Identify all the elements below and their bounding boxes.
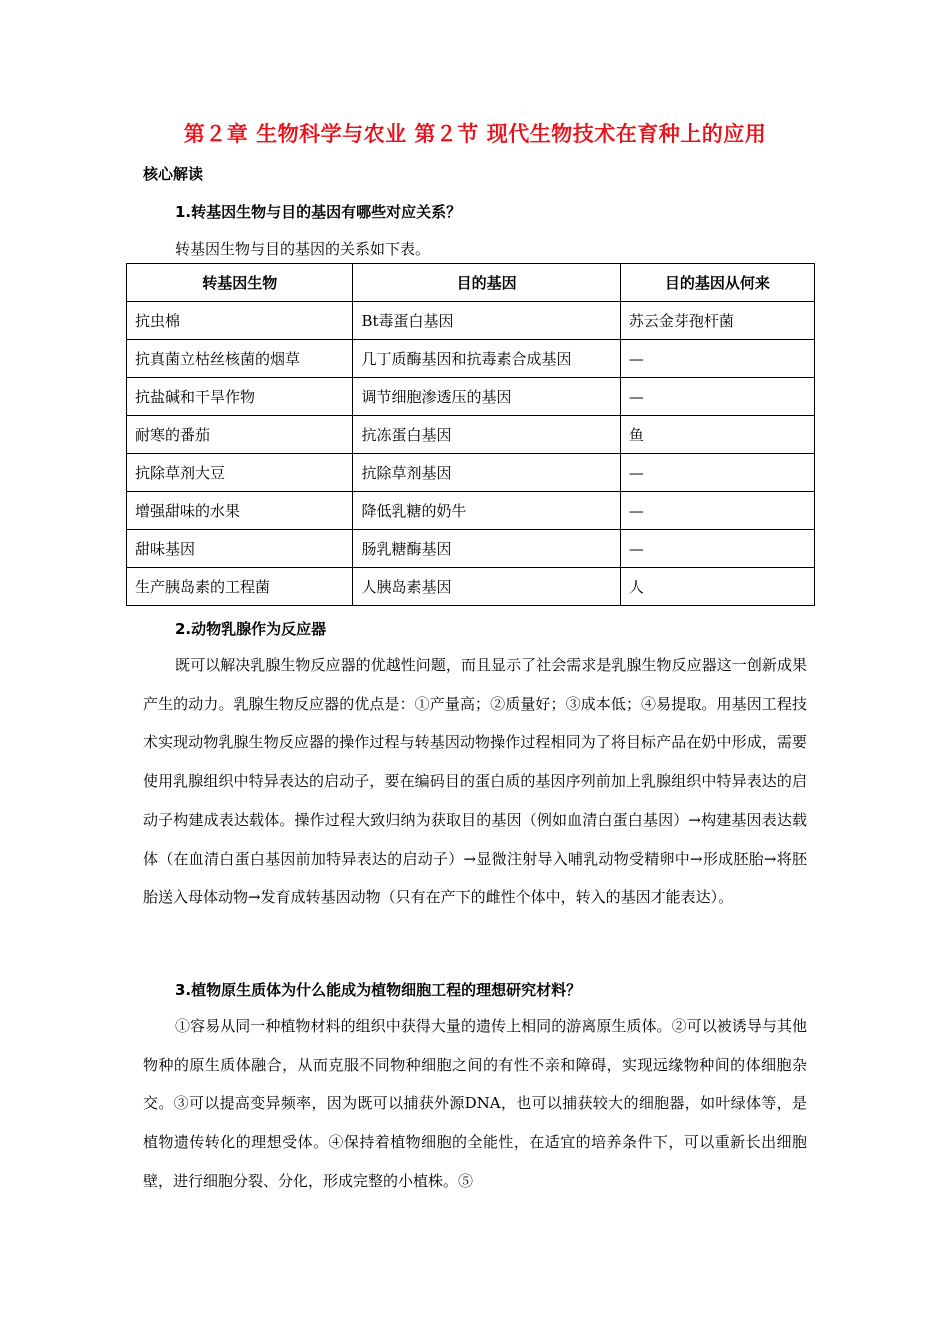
table-cell: 生产胰岛素的工程菌: [127, 568, 353, 606]
table-row: [127, 568, 815, 606]
question-3-text: ①容易从同一种植物材料的组织中获得大量的遗传上相同的游离原生质体。②可以被诱导与其他物种的原生质体融合，从而克服不同物种细胞之间的有性不亲和障碍，实现远缘物种间的体细胞杂交。③可以提高变异频率，因为既可以捕获外源DNA，也可以捕获较大的细胞器，如叶绿体等，是植物遗传转化的理想受体。④保持着植物细胞的全能性，在适宜的培养条件下，可以重新长出细胞壁，进行细胞分裂、分化，形成完整的小植株。⑤: [143, 1017, 807, 1190]
table-header-cell: 转基因生物: [127, 264, 353, 302]
table-cell: —: [620, 340, 814, 378]
table-cell: 降低乳糖的奶牛: [353, 492, 620, 530]
question-3-heading: 3.植物原生质体为什么能成为植物细胞工程的理想研究材料？: [175, 981, 582, 999]
table-cell: 几丁质酶基因和抗毒素合成基因: [353, 340, 620, 378]
table-row: [127, 378, 815, 416]
question-3-body: [143, 1007, 807, 1201]
table-cell: 抗除草剂基因: [353, 454, 620, 492]
table-cell: 抗盐碱和干旱作物: [127, 378, 353, 416]
question-2-body: [143, 646, 807, 917]
gene-table: [126, 263, 815, 606]
table-row: [127, 454, 815, 492]
table-header-cell: 目的基因从何来: [620, 264, 814, 302]
table-cell: Bt毒蛋白基因: [353, 302, 620, 340]
table-cell: 抗真菌立枯丝核菌的烟草: [127, 340, 353, 378]
table-row: [127, 530, 815, 568]
table-cell: 调节细胞渗透压的基因: [353, 378, 620, 416]
table-cell: 增强甜味的水果: [127, 492, 353, 530]
page-title: 第２章 生物科学与农业 第２节 现代生物技术在育种上的应用: [183, 122, 767, 146]
table-cell: 耐寒的番茄: [127, 416, 353, 454]
table-row: [127, 340, 815, 378]
table-cell: 肠乳糖酶基因: [353, 530, 620, 568]
table-row: [127, 416, 815, 454]
table-header-row: [127, 264, 815, 302]
table-cell: —: [620, 454, 814, 492]
section-label: 核心解读: [143, 165, 204, 183]
question-2-heading: 2.动物乳腺作为反应器: [175, 620, 327, 638]
table-cell: 甜味基因: [127, 530, 353, 568]
table-cell: 苏云金芽孢杆菌: [620, 302, 814, 340]
table-header-cell: 目的基因: [353, 264, 620, 302]
table-cell: 人: [620, 568, 814, 606]
table-cell: —: [620, 492, 814, 530]
table-cell: 人胰岛素基因: [353, 568, 620, 606]
table-cell: —: [620, 378, 814, 416]
table-cell: 抗虫棉: [127, 302, 353, 340]
table-row: [127, 302, 815, 340]
table-cell: 抗除草剂大豆: [127, 454, 353, 492]
question-1-intro: 转基因生物与目的基因的关系如下表。: [175, 240, 431, 258]
table-row: [127, 492, 815, 530]
table-cell: —: [620, 530, 814, 568]
question-1-heading: 1.转基因生物与目的基因有哪些对应关系？: [175, 203, 462, 221]
table-cell: 鱼: [620, 416, 814, 454]
table-cell: 抗冻蛋白基因: [353, 416, 620, 454]
question-2-text: 既可以解决乳腺生物反应器的优越性问题，而且显示了社会需求是乳腺生物反应器这一创新成果产生的动力。乳腺生物反应器的优点是：①产量高；②质量好；③成本低；④易提取。用基因工程技术实现动物乳腺生物反应器的操作过程与转基因动物操作过程相同为了将目标产品在奶中形成，需要使用乳腺组织中特异表达的启动子，要在编码目的蛋白质的基因序列前加上乳腺组织中特异表达的启动子构建成表达载体。操作过程大致归纳为获取目的基因（例如血清白蛋白基因）→构建基因表达载体（在血清白蛋白基因前加特异表达的启动子）→显微注射导入哺乳动物受精卵中→形成胚胎→将胚胎送入母体动物→发育成转基因动物（只有在产下的雌性个体中，转入的基因才能表达）。: [143, 656, 807, 907]
